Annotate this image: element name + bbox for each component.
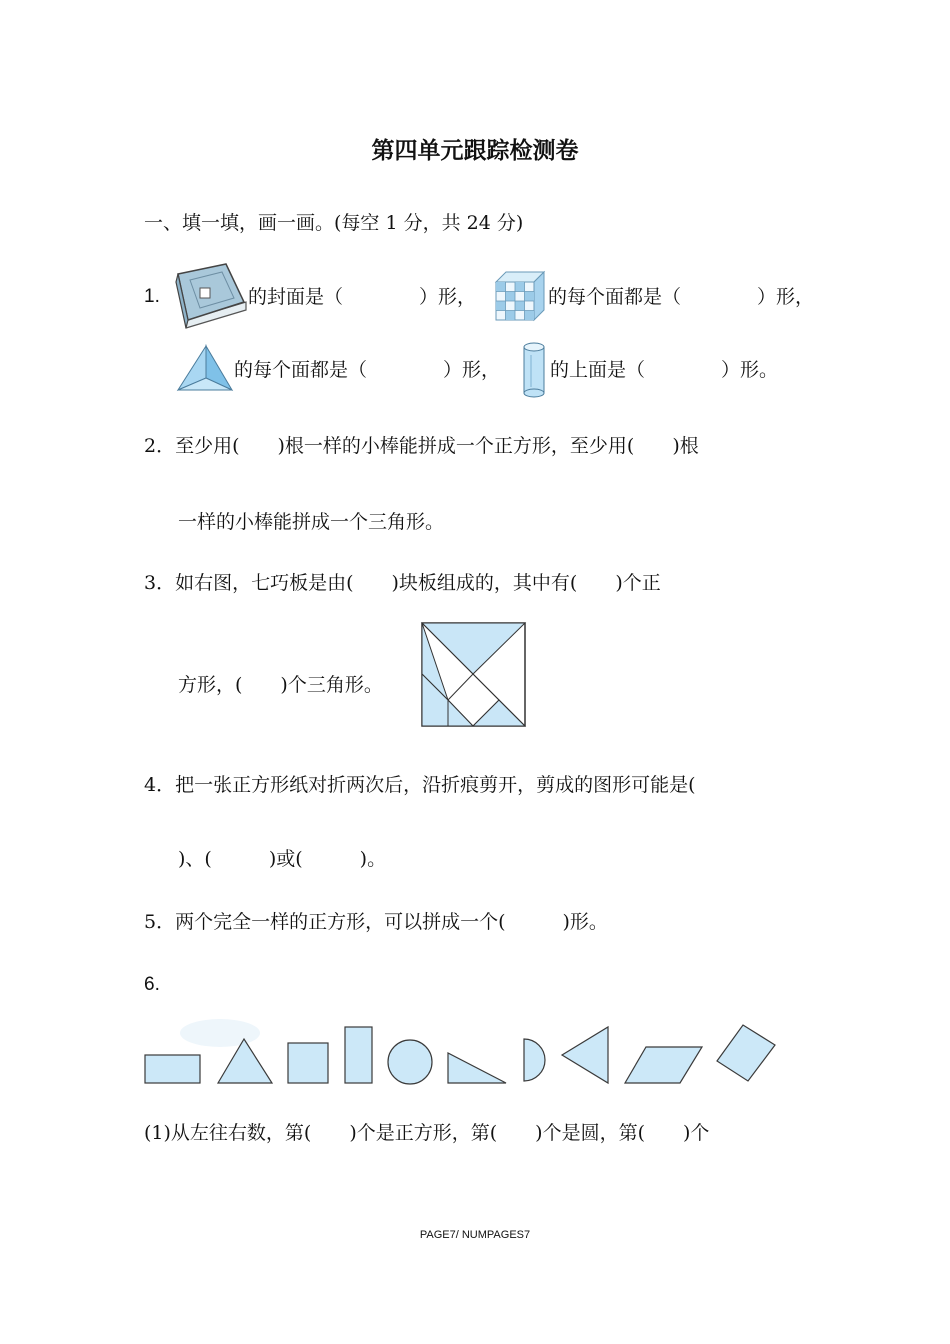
shape-5-circle <box>388 1040 432 1084</box>
q1-number: 1. <box>144 286 160 307</box>
q4-line-1: 4．把一张正方形纸对折两次后，沿折痕剪开，剪成的图形可能是( <box>144 774 696 796</box>
shape-7-semicircle <box>524 1039 545 1081</box>
q3-line-2: 方形，( )个三角形。 <box>178 674 383 696</box>
shape-1-rectangle <box>145 1055 200 1083</box>
page-title: 第四单元跟踪检测卷 <box>371 138 579 164</box>
shape-9-parallelogram <box>625 1047 702 1083</box>
shape-6-right-triangle <box>448 1053 506 1083</box>
q3-line-1: 3．如右图，七巧板是由( )块板组成的，其中有( )个正 <box>144 572 661 594</box>
q2-line-1: 2．至少用( )根一样的小棒能拼成一个正方形，至少用( )根 <box>144 435 699 457</box>
pyramid-icon <box>176 344 234 394</box>
q1-book-text: 的封面是（ ）形， <box>248 286 477 308</box>
page-footer: PAGE7/ NUMPAGES7 <box>419 1229 531 1241</box>
cube-icon <box>494 270 546 322</box>
q6-sub-1: (1)从左往右数，第( )个是正方形，第( )个是圆，第( )个 <box>144 1122 710 1144</box>
q1-cylinder-text: 的上面是（ ）形。 <box>550 359 779 381</box>
section-1-header: 一、填一填，画一画。(每空 1 分，共 24 分) <box>144 212 524 234</box>
shape-10-rotated-rectangle <box>717 1025 775 1081</box>
q4-line-2: )、( )或( )。 <box>178 848 387 870</box>
q1-cube-text: 的每个面都是（ ）形， <box>548 286 815 308</box>
shape-8-left-triangle <box>562 1027 608 1083</box>
book-icon <box>176 262 248 332</box>
cylinder-icon <box>522 341 546 399</box>
q6-number: 6. <box>144 974 160 995</box>
shape-4-tall-rectangle <box>345 1027 372 1083</box>
tangram-figure <box>421 622 527 728</box>
q6-shapes <box>140 1015 780 1090</box>
q5-line-1: 5．两个完全一样的正方形，可以拼成一个( )形。 <box>144 911 608 933</box>
q2-line-2: 一样的小棒能拼成一个三角形。 <box>178 511 445 533</box>
shape-3-square <box>288 1043 328 1083</box>
q1-pyramid-text: 的每个面都是（ ）形， <box>234 359 501 381</box>
